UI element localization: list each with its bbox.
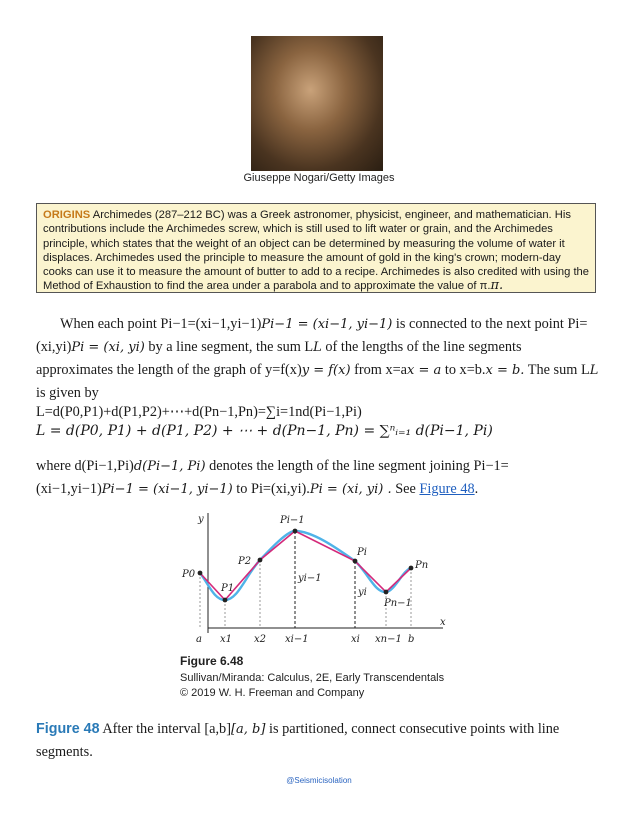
point-P0: [198, 571, 203, 576]
figure-caption: [36, 718, 602, 763]
p1-b-math: Pi = (xi, yi): [71, 340, 145, 355]
p1-g-math: L: [589, 363, 599, 378]
p1-f-math: x = b.: [485, 363, 525, 378]
origins-text: Archimedes (287–212 BC) was a Greek astronomer, physicist, engineer, and mathematician. His contributions include the Archimedes screw, which is still used to lift water or grain, and the Archimedes principle, which states that the weight of an object can be determined by measuring the volume of water it displaces. Archimedes used the principle to measure the amount of gold in the king's crown; modern-day cooks can use it to measure the amount of butter to add to a recipe. Archimedes is also credited with using the Method of Exhaustion to find the area under a parabola and to approximate the value of π.: [43, 209, 590, 293]
label-Pi-1: Pi−1: [280, 515, 305, 526]
p2-b-math: Pi−1 = (xi−1, yi−1): [101, 482, 233, 497]
tick-xn-1: xn−1: [375, 634, 402, 645]
p1-c-math: L: [313, 340, 322, 355]
figure-caption-text: After the interval [a,b]: [99, 721, 231, 737]
p1-e: from x=a: [350, 362, 408, 378]
label-P1: P1: [221, 583, 235, 594]
label-P2: P2: [238, 556, 252, 567]
point-Pi: [353, 559, 358, 564]
figure-caption-math: [a, b]: [230, 722, 266, 737]
p2-d: See: [391, 481, 420, 497]
equation-text: L=d(P0,P1)+d(P1,P2)+⋯+d(Pn−1,Pn)=∑i=1nd(Pi−1,Pi): [36, 404, 362, 420]
equation-math: L = d(P0, P1) + d(P1, P2) + ⋯ + d(Pn−1, Pn) = ∑ⁿᵢ₌₁ d(Pi−1, Pi): [36, 423, 493, 439]
figure-caption-rest: is partitioned, connect consecutive points with line segments.: [36, 721, 560, 760]
label-yi: yi: [358, 587, 367, 598]
p2-c-math: Pi = (xi, yi) .: [309, 482, 392, 497]
figure-caption-label: Figure 48: [36, 721, 100, 737]
tick-xi-1: xi−1: [285, 634, 309, 645]
tick-x2: x2: [254, 634, 267, 645]
point-Pi-1: [293, 529, 298, 534]
tick-b: b: [408, 634, 415, 645]
p1-g: The sum L: [524, 362, 590, 378]
tick-x1: x1: [220, 634, 233, 645]
figure-title: Figure 6.48: [180, 654, 244, 668]
tick-a: a: [196, 634, 202, 645]
tick-xi: xi: [351, 634, 360, 645]
p1-a-math: Pi−1 = (xi−1, yi−1): [261, 317, 393, 332]
label-y-axis: y: [198, 514, 204, 525]
figure-48-link[interactable]: Figure 48: [419, 481, 475, 497]
label-Pn-1: Pn−1: [384, 598, 412, 609]
p1-b: is connected to the next point Pi=(xi,yi): [36, 316, 588, 355]
p1-e-math: x = a: [407, 363, 442, 378]
p2-c: to Pi=(xi,yi).: [232, 481, 310, 497]
point-Pn: [409, 566, 414, 571]
origins-tag: ORIGINS: [43, 209, 91, 221]
p1-h: is given by: [36, 385, 99, 401]
point-Pn-1: [384, 590, 389, 595]
label-yi-1: yi−1: [298, 573, 322, 584]
label-Pi: Pi: [357, 547, 367, 558]
p1-a: When each point Pi−1=(xi−1,yi−1): [60, 316, 262, 332]
figure-source-2: © 2019 W. H. Freeman and Company: [180, 687, 365, 699]
archimedes-portrait: [251, 36, 383, 171]
point-P2: [258, 558, 263, 563]
pi-math: π.: [490, 278, 504, 294]
p1-d: of the lengths of the line segments approximates the length of the graph of y=f(x): [36, 339, 522, 378]
p1-f: to x=b.: [441, 362, 486, 378]
paragraph-1: [36, 313, 602, 404]
point-P1: [223, 598, 228, 603]
watermark: @Seismicisolation: [286, 776, 352, 785]
origins-box: [36, 203, 596, 293]
p2-e: .: [474, 481, 479, 497]
p1-c: by a line segment, the sum L: [144, 339, 314, 355]
label-P0: P0: [182, 569, 196, 580]
paragraph-2: [36, 455, 602, 501]
figure-6-48: [178, 505, 462, 705]
label-x-axis: x: [440, 617, 446, 628]
p2-a-math: d(Pi−1, Pi): [133, 459, 206, 474]
photo-caption: Giuseppe Nogari/Getty Images: [243, 172, 395, 184]
figure-source-1: Sullivan/Miranda: Calculus, 2E, Early Transcendentals: [180, 672, 445, 684]
label-Pn: Pn: [415, 560, 429, 571]
p1-d-math: y = f(x): [301, 363, 351, 378]
p2-b: denotes the length of the line segment joining Pi−1=(xi−1,yi−1): [36, 458, 509, 497]
p2-a: where d(Pi−1,Pi): [36, 458, 134, 474]
